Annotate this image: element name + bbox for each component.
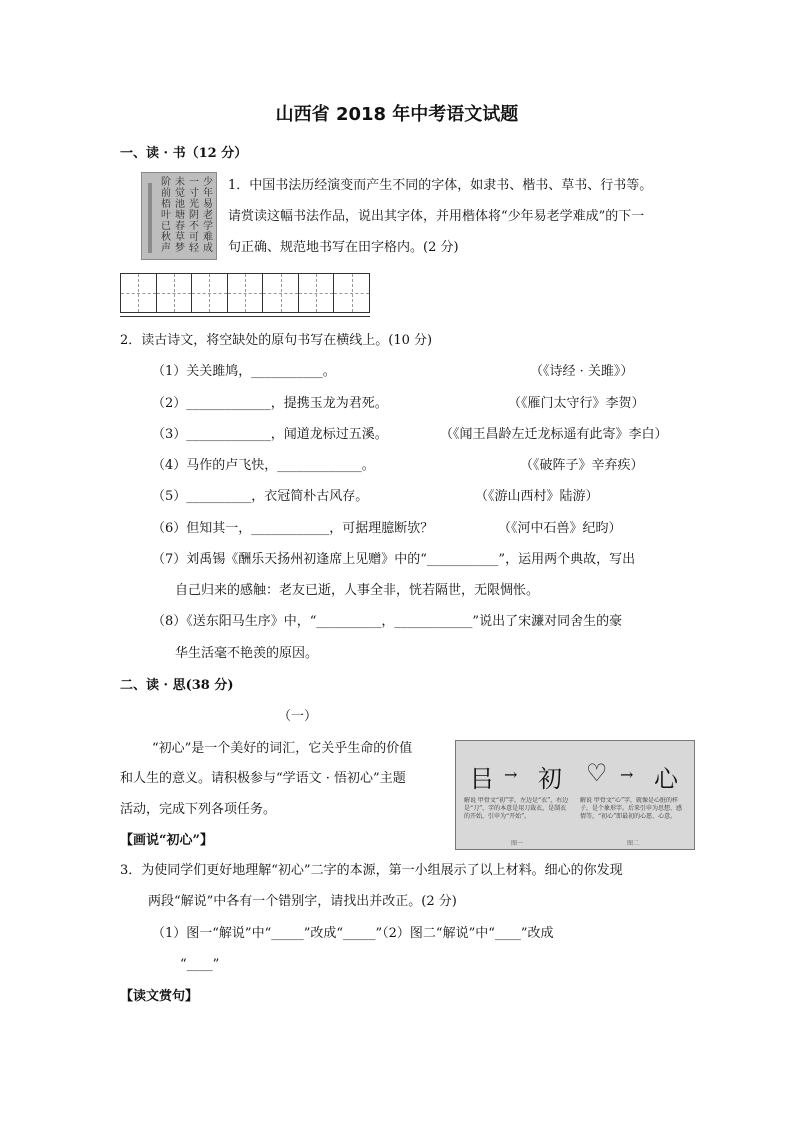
poem-source: （《雁门太守行》李贺） (508, 396, 645, 411)
modern-glyph: 心 (654, 765, 678, 793)
grid-underline (120, 316, 370, 317)
poem-item: （5）__________，衣冠简朴古风存。 (152, 489, 369, 504)
question-3-line: 3．为使同学们更好地理解“初心”二字的本源，第一小组展示了以上材料。细心的你发现 (120, 863, 623, 878)
poem-item-8: 华生活毫不艳羡的原因。 (175, 646, 319, 661)
question-1-line: 1．中国书法历经演变而产生不同的字体，如隶书、楷书、草书、行书等。 (228, 178, 653, 193)
calligraphy-column: 未觉池塘春草梦 (175, 177, 185, 254)
grid-cell[interactable] (121, 274, 157, 312)
question-1-line: 请赏读这幅书法作品，说出其字体，并用楷体将“少年易老学难成”的下一 (228, 209, 645, 224)
grid-cell[interactable] (228, 274, 264, 312)
question-3-line: “____” (180, 957, 220, 972)
heading-draw-chuxin: 【画说“初心”】 (120, 833, 213, 848)
figure-1-label: 图一 (510, 840, 523, 847)
figure-1-caption: 解说 甲骨文“初”字，左边是“衣”，右边是“刀”，字的本意是用刀裁衣，是制衣的开始，引申为“开始”。 (464, 797, 569, 820)
poem-item: （4）马作的卢飞快，_____________。 (152, 458, 375, 473)
grid-cell[interactable] (299, 274, 335, 312)
chuxin-figures (455, 740, 695, 850)
poem-item: （3）_____________，闻道龙标过五溪。 (152, 427, 388, 442)
figure-2-picture (580, 751, 686, 793)
poem-item: （2）_____________，提携玉龙为君死。 (152, 396, 388, 411)
poem-item-7: （7）刘禹锡《酬乐天扬州初逢席上见赠》中的“___________”，运用两个典故，写出 (152, 552, 636, 567)
poem-item: （6）但知其一，____________，可据理臆断欤？ (152, 521, 434, 536)
calligraphy-image (141, 172, 217, 260)
calligraphy-signature (148, 183, 152, 253)
figure-1-picture (464, 751, 570, 793)
poem-source: （《游山西村》陆游） (475, 489, 599, 504)
question-3-line: （1）图一“解说”中“_____”改成“_____”（2）图二“解说”中“____”改成 (152, 926, 554, 941)
poem-source: （《闻王昌龄左迁龙标遥有此寄》李白） (440, 427, 668, 442)
poem-item-7: 自己归来的感触：老友已逝，人事全非，恍若隔世，无限惆怅。 (175, 583, 540, 598)
poem-source: （《河中石兽》纪昀） (498, 521, 622, 536)
modern-glyph: 初 (538, 765, 562, 793)
calligraphy-column: 少年易老学难成 (203, 177, 213, 254)
page-title: 山西省 2018 年中考语文试题 (275, 104, 519, 125)
grid-cell[interactable] (157, 274, 193, 312)
intro-paragraph: 活动，完成下列各项任务。 (120, 802, 277, 817)
intro-paragraph: 和人生的意义。请积极参与“学语文 · 悟初心”主题 (120, 771, 406, 786)
grid-cell[interactable] (334, 274, 369, 312)
calligraphy-column: 阶前梧叶已秋声 (161, 177, 171, 254)
intro-paragraph: “初心”是一个美好的词汇，它关乎生命的价值 (152, 741, 413, 756)
ancient-glyph: ♡ (586, 759, 608, 787)
question-1-line: 句正确、规范地书写在田字格内。(2 分) (228, 240, 459, 255)
grid-cell[interactable] (263, 274, 299, 312)
arrow-icon: → (504, 765, 518, 784)
poem-source: （《诗经 · 关雎》） (530, 364, 634, 379)
heading-read-appreciate: 【读文赏句】 (120, 989, 199, 1004)
arrow-icon: → (620, 765, 634, 784)
poem-item: （1）关关雎鸠，___________。 (152, 364, 336, 379)
figure-2-label: 图二 (626, 840, 639, 847)
ancient-glyph: 㠯 (470, 765, 494, 793)
poem-source: （《破阵子》辛弃疾） (520, 458, 644, 473)
poem-item-8: （8）《送东阳马生序》中，“__________，____________”说出了宋濂对同舍生的豪 (152, 614, 623, 629)
question-2-intro: 2．读古诗文，将空缺处的原句书写在横线上。(10 分) (120, 333, 433, 348)
figure-1 (460, 745, 574, 845)
tianzige-grid[interactable] (120, 273, 370, 313)
figure-2 (576, 745, 690, 845)
section-1-heading: 一、读 · 书（12 分） (120, 146, 248, 161)
calligraphy-column: 一寸光阴不可轻 (189, 177, 199, 254)
part-1-heading: （一） (278, 709, 318, 724)
question-3-line: 两段“解说”中各有一个错别字，请找出并改正。(2 分) (148, 894, 457, 909)
figure-2-caption: 解说 甲骨文“心”字，就像是心脏的样子，是个象形字。后来引申为思想、感情等，“初心”即最初的心愿、心意。 (580, 797, 683, 820)
section-2-heading: 二、读 · 思(38 分) (120, 678, 234, 693)
grid-cell[interactable] (192, 274, 228, 312)
